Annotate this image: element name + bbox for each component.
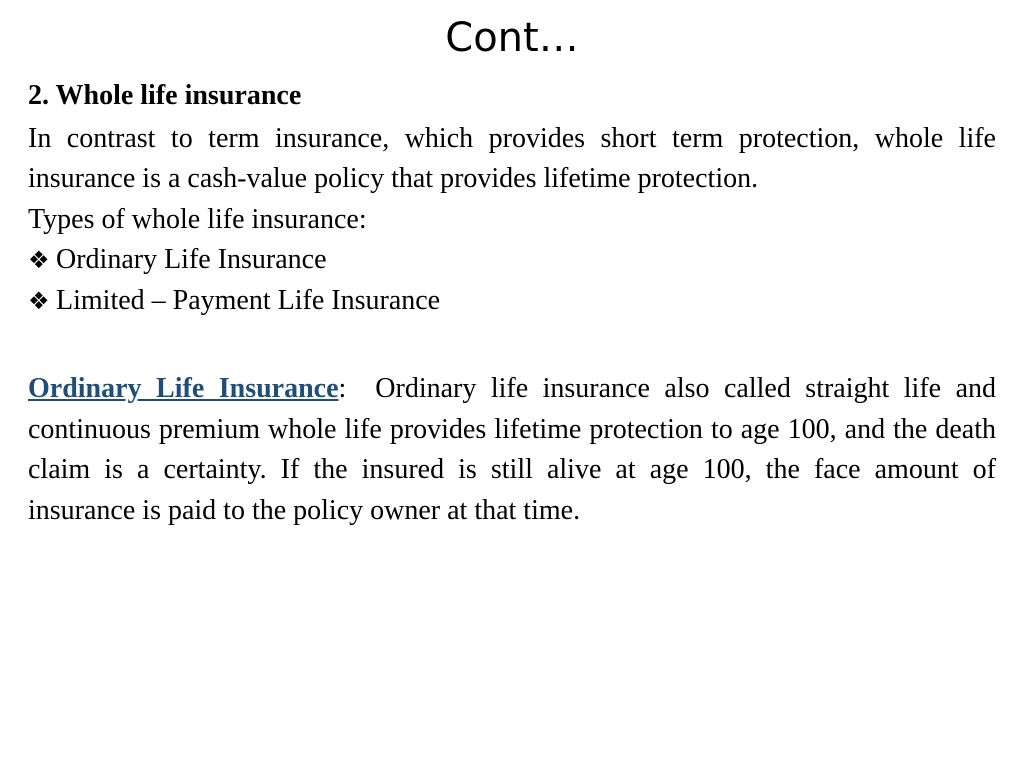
types-label: Types of whole life insurance: [28, 203, 367, 235]
spacer [28, 321, 996, 369]
bullet-item-limited-payment [28, 281, 996, 322]
diamond-bullet-icon: ❖ [28, 246, 50, 274]
diamond-bullet-icon: ❖ [28, 286, 50, 315]
defined-term: Ordinary Life Insurance [28, 373, 339, 404]
slide-title: Cont… [445, 15, 579, 61]
bullet-text: Limited – Payment Life Insurance [56, 284, 441, 316]
definition-text: Ordinary life insurance also called straight life and continuous premium whole life provides lifetime protection to age 100, and the death claim is a certainty. If the insured is still alive at age 100, the face amount of insurance is paid to the policy owner at that time. [28, 373, 997, 526]
intro-paragraph: In contrast to term insurance, which provides short term protection, whole life insurance is a cash-value policy that provides lifetime protection. [28, 122, 996, 194]
definition-paragraph [28, 369, 996, 531]
bullet-text: Ordinary Life Insurance [56, 244, 327, 275]
bullet-item-ordinary [28, 240, 996, 281]
slide-content [28, 76, 996, 531]
term-separator: : [338, 373, 347, 404]
section-heading: 2. Whole life insurance [28, 80, 302, 111]
